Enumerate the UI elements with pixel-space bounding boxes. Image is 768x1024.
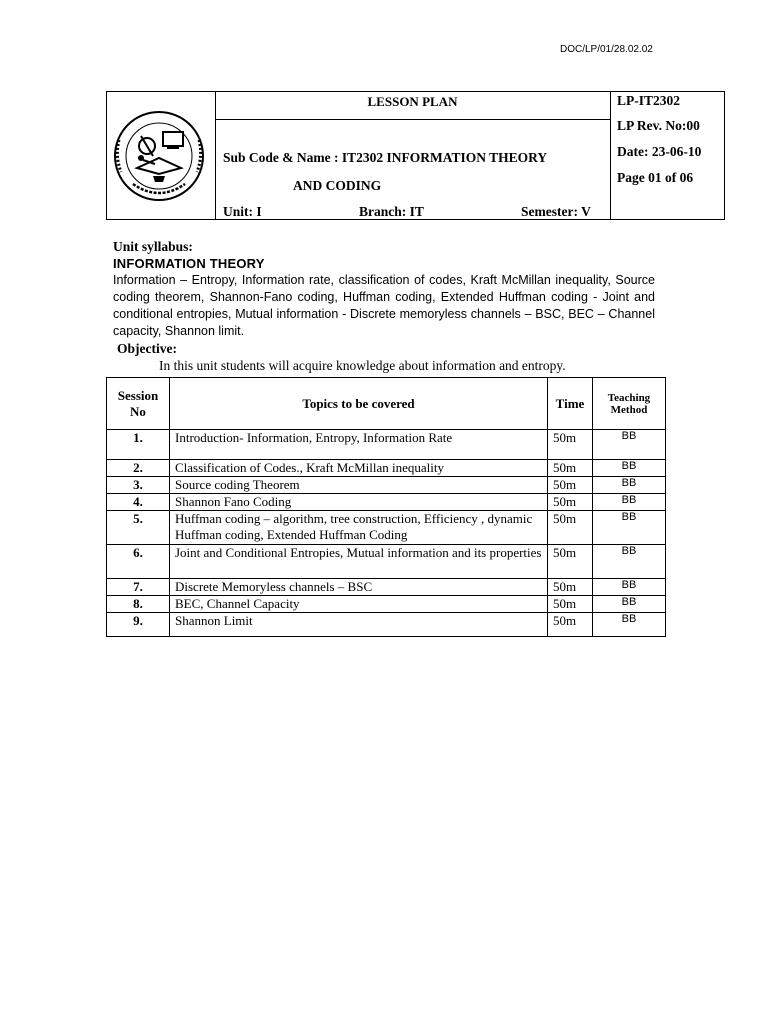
table-row [107, 613, 666, 637]
session-table [106, 377, 666, 637]
logo-cell [107, 92, 216, 219]
lesson-plan-title: LESSON PLAN [215, 92, 610, 120]
teaching-method: BB [593, 494, 666, 511]
session-time: 50m [548, 579, 593, 596]
branch-label: Branch: IT [359, 204, 424, 219]
lp-date: Date: 23-06-10 [617, 144, 702, 159]
session-topic: Source coding Theorem [170, 477, 548, 494]
objective-label: Objective: [117, 341, 177, 356]
teaching-method: BB [593, 511, 666, 545]
session-topic: Shannon Fano Coding [170, 494, 548, 511]
unit-label: Unit: I [223, 204, 262, 219]
session-number: 8. [107, 596, 170, 613]
teaching-method: BB [593, 460, 666, 477]
table-row [107, 511, 666, 545]
method-header: Teaching Method [593, 378, 666, 430]
table-row [107, 596, 666, 613]
table-row [107, 477, 666, 494]
syllabus-heading: INFORMATION THEORY [113, 256, 265, 271]
table-row [107, 430, 666, 460]
teaching-method: BB [593, 596, 666, 613]
session-time: 50m [548, 545, 593, 579]
syllabus-body: Information – Entropy, Information rate, classification of codes, Kraft McMillan inequality, Source coding theorem, Shannon-Fano coding, Huffman coding, Extended Huffman coding - Joint and conditional entropies, Mutual information - Discrete memoryless channels – BSC, BEC – Channel capacity, Shannon limit. [113, 273, 655, 338]
topics-header: Topics to be covered [170, 378, 548, 430]
teaching-method: BB [593, 545, 666, 579]
lp-revision: LP Rev. No:00 [617, 118, 700, 133]
header-right [611, 92, 724, 219]
session-topic: Joint and Conditional Entropies, Mutual information and its properties [170, 545, 548, 579]
session-topic: BEC, Channel Capacity [170, 596, 548, 613]
session-number: 5. [107, 511, 170, 545]
session-number: 9. [107, 613, 170, 637]
subject-name-continued: AND CODING [293, 178, 382, 193]
session-time: 50m [548, 494, 593, 511]
session-number: 7. [107, 579, 170, 596]
session-number: 3. [107, 477, 170, 494]
document-reference: DOC/LP/01/28.02.02 [560, 44, 653, 55]
header-middle [215, 92, 611, 219]
session-number: 2. [107, 460, 170, 477]
session-header: Session No [107, 378, 170, 430]
session-number: 4. [107, 494, 170, 511]
session-time: 50m [548, 511, 593, 545]
session-topic: Discrete Memoryless channels – BSC [170, 579, 548, 596]
lesson-plan-header [106, 91, 725, 220]
session-number: 1. [107, 430, 170, 460]
session-number: 6. [107, 545, 170, 579]
session-time: 50m [548, 596, 593, 613]
session-topic: Huffman coding – algorithm, tree construction, Efficiency , dynamic Huffman coding, Extended Huffman Coding [170, 511, 548, 545]
teaching-method: BB [593, 430, 666, 460]
session-topic: Introduction- Information, Entropy, Information Rate [170, 430, 548, 460]
lp-code: LP-IT2302 [617, 93, 681, 108]
semester-label: Semester: V [521, 204, 591, 219]
session-topic: Classification of Codes., Kraft McMillan inequality [170, 460, 548, 477]
objective-text: In this unit students will acquire knowledge about information and entropy. [159, 358, 566, 373]
table-row [107, 579, 666, 596]
table-row [107, 545, 666, 579]
teaching-method: BB [593, 477, 666, 494]
table-row [107, 494, 666, 511]
unit-syllabus [113, 238, 655, 374]
time-header: Time [548, 378, 593, 430]
college-logo-icon [113, 110, 205, 202]
syllabus-label: Unit syllabus: [113, 239, 193, 254]
teaching-method: BB [593, 579, 666, 596]
lp-page: Page 01 of 06 [617, 170, 694, 185]
session-time: 50m [548, 613, 593, 637]
teaching-method: BB [593, 613, 666, 637]
subject-code-name: Sub Code & Name : IT2302 INFORMATION THEORY [223, 150, 548, 165]
session-time: 50m [548, 477, 593, 494]
table-row [107, 460, 666, 477]
session-topic: Shannon Limit [170, 613, 548, 637]
session-time: 50m [548, 460, 593, 477]
session-time: 50m [548, 430, 593, 460]
